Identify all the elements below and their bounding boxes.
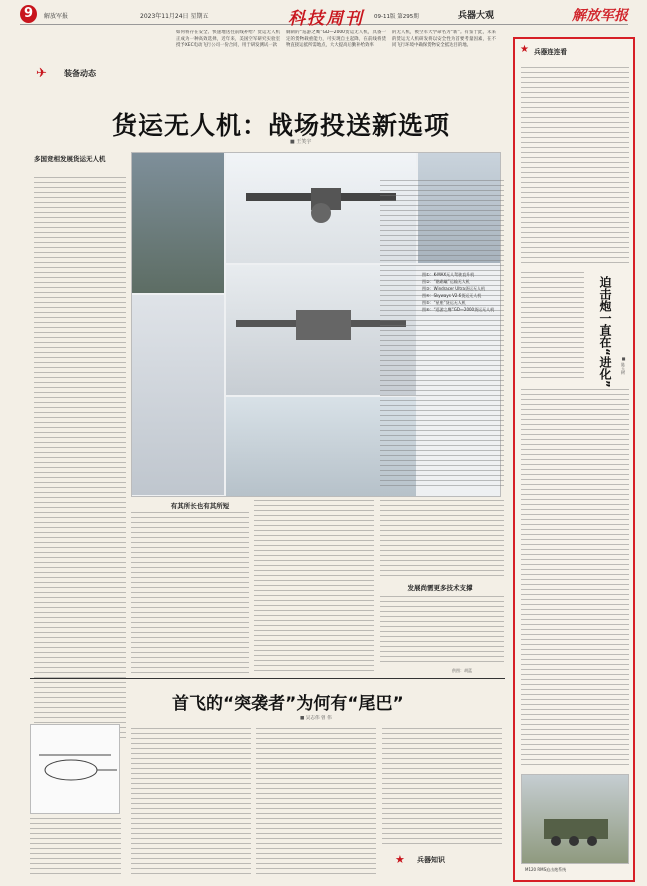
page-number-badge: 9 <box>20 5 37 23</box>
kicker-icon: ✈ <box>36 66 47 81</box>
second-article-text-b <box>131 728 251 876</box>
right-column-text-b <box>380 596 504 666</box>
sidebar-caption: M120 RMS迫击炮系统 <box>525 867 567 872</box>
helicopter-drawing <box>30 724 120 814</box>
mortar-photo <box>521 774 629 864</box>
header-paper-name: 解放军报 <box>44 13 69 20</box>
helicopter-illustration <box>31 725 121 815</box>
header-date: 2023年11月24日 星期五 <box>140 13 209 20</box>
sidebar-byline: ■ 陈玉树 <box>621 356 626 375</box>
star-icon: ★ <box>395 853 405 866</box>
subhead-3: 发展尚需更多技术支撑 <box>407 584 473 592</box>
caption-1: 图①：K-MAX无人驾驶直升机 <box>422 272 475 277</box>
photo-credit: 供图：胡蓝 <box>452 668 472 673</box>
caption-6: 图⑥：“巡游之鹰”GD—2000货运无人机 <box>422 307 495 312</box>
kicker-section <box>36 66 156 82</box>
second-article-byline: ■ 吴志伟 曾 伟 <box>300 716 332 721</box>
subhead-1: 多国竞相发展货运无人机 <box>34 155 106 163</box>
caption-2: 图②：“鹦鹉螺”运输无人机 <box>422 279 470 284</box>
knowledge-label: 兵器知识 <box>417 856 445 864</box>
main-article-title: 货运无人机：战场投送新选项 <box>112 111 451 140</box>
sidebar-star-icon: ★ <box>520 44 529 55</box>
sidebar-text-bottom <box>521 389 629 769</box>
sidebar-header <box>520 45 620 57</box>
top-strip-col-3: 的无人机，被空军大学命名为“新”。有鉴于此，未来的货运无人机研发将以安全性为首要考量因素，在不同飞行环境中确保货物安全抵达目的地。 <box>392 30 496 49</box>
second-article-text-a <box>30 818 121 876</box>
sidebar-text-mid <box>521 272 584 382</box>
top-strip-col-1: 如何将存在安全、快递地送往前线补给？货运无人机正成为一种高效选择，近年来，美国空军研究实验室授予XEC电动飞行公司一份合同，用于研发测试一款 <box>176 30 280 49</box>
header-issue: 09-11版 第295期 <box>374 14 419 20</box>
header-column-tag: 兵器大观 <box>458 11 495 21</box>
article-divider <box>30 678 505 679</box>
mid-column-text-b <box>254 500 374 674</box>
caption-4: 图④：Skyways V2.6货运无人机 <box>422 293 482 298</box>
subhead-2: 有其所长也有其所短 <box>170 502 230 510</box>
sidebar-box <box>513 37 635 882</box>
right-column-text-c <box>380 180 504 490</box>
page-header <box>20 3 628 29</box>
photo-4 <box>132 295 224 495</box>
second-article-text-d <box>382 728 502 846</box>
second-article-title: 首飞的“突袭者”为何有“尾巴” <box>172 694 404 714</box>
sidebar-title: 迫击炮一直在“进化” <box>598 276 612 388</box>
header-section-title: 科技周刊 <box>288 9 364 29</box>
kicker-label: 装备动态 <box>64 69 96 78</box>
mid-column-text-a <box>131 512 249 674</box>
second-article-text-c <box>256 728 376 876</box>
left-column-text <box>34 177 126 742</box>
masthead-logo: 解放军报 <box>572 8 628 24</box>
photo-1 <box>132 153 224 293</box>
main-article-byline: ■ 王笑宇 <box>290 139 312 145</box>
vehicle-illustration <box>522 775 630 865</box>
right-column-text-a <box>380 500 504 578</box>
caption-3: 图③：Windracer Ultra货运无人机 <box>422 286 486 291</box>
caption-5: 图⑤：“星座”货运无人机 <box>422 300 466 305</box>
sidebar-label: 兵器连连看 <box>534 48 567 56</box>
knowledge-kicker <box>395 853 495 867</box>
top-strip-col-2: 铜制的“巡游之鹰”GD—2000货运无人机，具备一定的货物载重能力，可实现自主起降，在前线将货物直接运抵所需地点，大大提高后勤补给效率 <box>286 30 386 49</box>
sidebar-text-top <box>521 67 629 267</box>
